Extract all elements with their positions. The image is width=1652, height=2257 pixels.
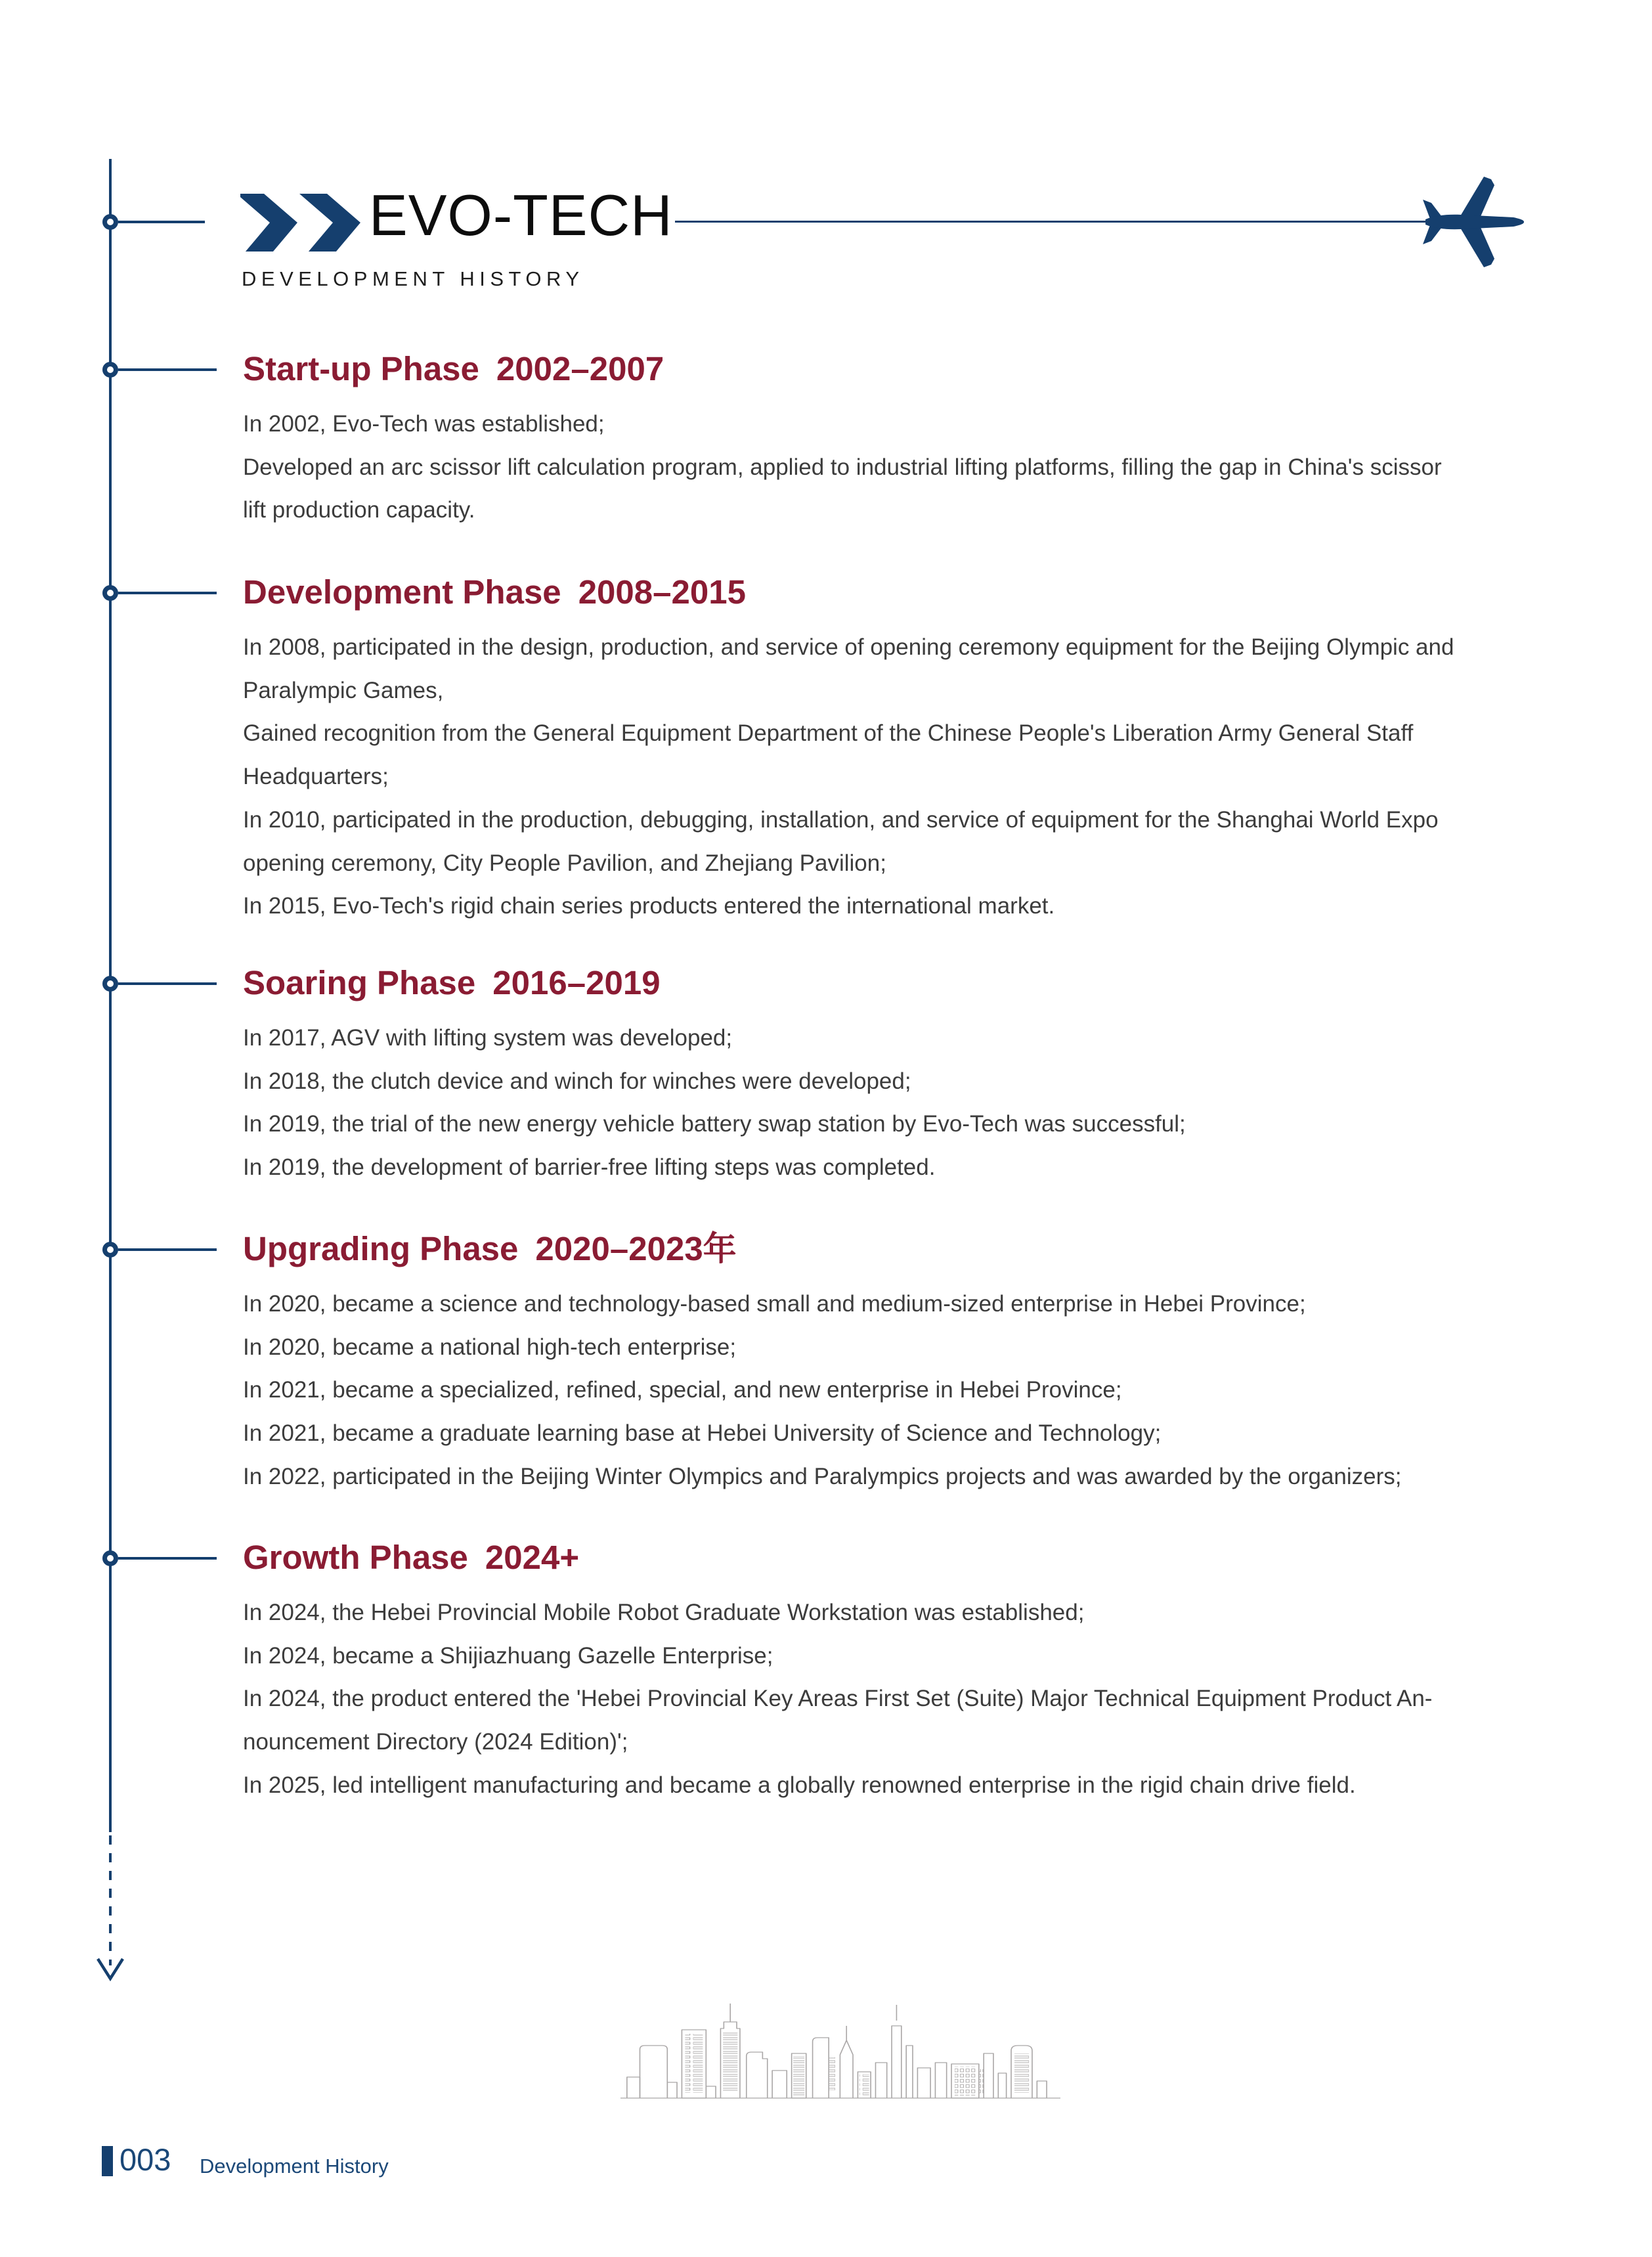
body-line: nouncement Directory (2024 Edition)'; (243, 1729, 628, 1755)
body-line: In 2010, participated in the production, debugging, installation, and service of equipment for the Shanghai World Expo (243, 806, 1439, 833)
section-heading (243, 963, 1186, 1003)
section-heading (243, 572, 1454, 613)
body-line: In 2002, Evo-Tech was established; (243, 411, 605, 437)
page-subtitle: DEVELOPMENT HISTORY (242, 267, 584, 290)
section-growth (243, 1537, 1432, 1807)
body-line: In 2019, the development of barrier-free lifting steps was completed. (243, 1154, 936, 1181)
section-title: Growth Phase (243, 1539, 468, 1576)
section-body (243, 1282, 1402, 1499)
page-title: EVO-TECH (369, 183, 673, 248)
section-startup (243, 349, 1442, 532)
body-line: In 2017, AGV with lifting system was developed; (243, 1025, 733, 1051)
body-line: In 2018, the clutch device and winch for winches were developed; (243, 1068, 911, 1094)
section-body (243, 1591, 1432, 1807)
section-upgrading (243, 1229, 1402, 1499)
timeline-node-growth (102, 1550, 118, 1566)
body-line: In 2021, became a specialized, refined, special, and new enterprise in Hebei Province; (243, 1377, 1122, 1403)
footer-accent-bar (102, 2146, 113, 2176)
timeline-connector (118, 592, 217, 594)
body-line: In 2008, participated in the design, production, and service of opening ceremony equipment for the Beijing Olympic and (243, 634, 1454, 660)
section-years: 2020–2023年 (535, 1230, 737, 1267)
body-line: Developed an arc scissor lift calculation program, applied to industrial lifting platforms, filling the gap in China's scissor (243, 454, 1442, 480)
timeline-node-upgrading (102, 1242, 118, 1258)
header-rule (675, 221, 1435, 223)
section-soaring (243, 963, 1186, 1189)
section-title: Upgrading Phase (243, 1230, 519, 1267)
double-chevron-icon (240, 194, 372, 252)
timeline-node-development (102, 585, 118, 601)
footer-label: Development History (200, 2155, 389, 2178)
timeline-node-soaring (102, 976, 118, 992)
timeline-node-header (102, 214, 118, 230)
body-line: In 2015, Evo-Tech's rigid chain series products entered the international market. (243, 893, 1055, 919)
body-line: opening ceremony, City People Pavilion, and Zhejiang Pavilion; (243, 850, 886, 876)
section-body (243, 1017, 1186, 1189)
body-line: Paralympic Games, (243, 677, 444, 703)
section-years: 2024+ (485, 1539, 580, 1576)
section-body (243, 626, 1454, 928)
body-line: In 2019, the trial of the new energy vehicle battery swap station by Evo-Tech was successful; (243, 1111, 1186, 1137)
body-line: In 2024, the Hebei Provincial Mobile Robot Graduate Workstation was established; (243, 1600, 1085, 1625)
body-line: Gained recognition from the General Equipment Department of the Chinese People's Liberation Army General Staff (243, 720, 1414, 747)
section-heading (243, 1537, 1432, 1578)
city-skyline-icon (620, 2000, 1060, 2101)
section-title: Development Phase (243, 573, 561, 611)
body-line: Headquarters; (243, 764, 389, 790)
airplane-icon (1420, 172, 1527, 272)
timeline-connector (118, 368, 217, 371)
timeline-vertical-line (109, 159, 112, 1832)
section-years: 2016–2019 (492, 964, 661, 1001)
timeline-connector (118, 1557, 217, 1560)
section-heading (243, 1229, 1402, 1269)
body-line: In 2024, became a Shijiazhuang Gazelle Enterprise; (243, 1642, 773, 1669)
section-years: 2002–2007 (496, 350, 664, 387)
body-line: lift production capacity. (243, 497, 475, 523)
body-line: In 2022, participated in the Beijing Winter Olympics and Paralympics projects and was awarded by the organizers; (243, 1463, 1402, 1489)
section-title: Soaring Phase (243, 964, 476, 1001)
body-line: In 2021, became a graduate learning base at Hebei University of Science and Technology; (243, 1420, 1162, 1447)
body-line: In 2024, the product entered the 'Hebei Provincial Key Areas First Set (Suite) Major Technical Equipment Product An- (243, 1686, 1433, 1712)
timeline-connector (118, 982, 217, 985)
timeline-connector (118, 1248, 217, 1251)
body-line: In 2020, became a science and technology-based small and medium-sized enterprise in Hebei Province; (243, 1291, 1306, 1317)
section-years: 2008–2015 (578, 573, 746, 611)
section-heading (243, 349, 1442, 389)
section-title: Start-up Phase (243, 350, 479, 387)
timeline-node-startup (102, 362, 118, 378)
chevron-down-arrow-icon (92, 1835, 131, 1986)
section-development (243, 572, 1454, 928)
page-number: 003 (120, 2142, 171, 2177)
body-line: In 2025, led intelligent manufacturing and became a globally renowned enterprise in the rigid chain drive field. (243, 1772, 1356, 1798)
section-body (243, 403, 1442, 532)
timeline-connector (118, 221, 205, 223)
body-line: In 2020, became a national high-tech enterprise; (243, 1334, 737, 1360)
